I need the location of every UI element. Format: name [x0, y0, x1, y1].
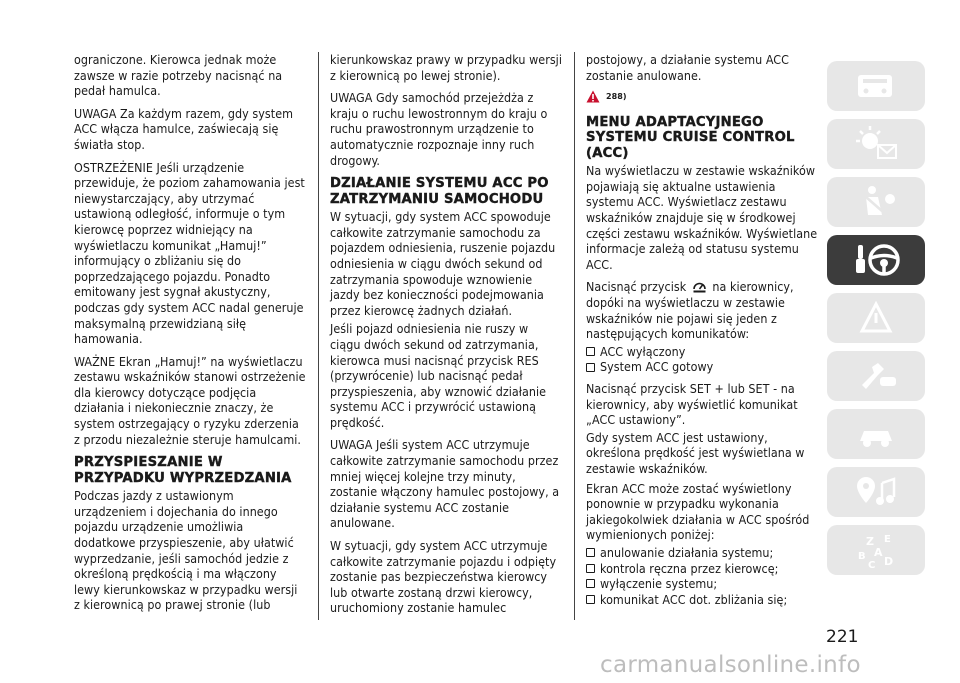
wrench-car-icon [844, 355, 908, 397]
cruise-control-icon [692, 280, 707, 294]
column-2 [330, 52, 562, 623]
paragraph: Jeśli pojazd odniesienia nie ruszy w ciągu dwóch sekund od zatrzymania, kierowca musi nacisnąć przycisk RES (przywrócenie) lub nacisnąć pedał przyspieszenia, aby wznowić działanie systemu ACC i przywrócić ustawioną prędkość. [330, 321, 547, 430]
lights-message-icon [844, 123, 908, 165]
chapter-tab-dashboard[interactable] [827, 61, 925, 111]
chapter-tab-technical-data[interactable] [827, 409, 925, 459]
svg-text:Z: Z [866, 535, 874, 548]
list-item: komunikat ACC dot. zbliżania się; [586, 592, 818, 608]
warning-ref-number: 288) [606, 92, 627, 102]
paragraph [586, 279, 818, 341]
paragraph: Gdy system ACC jest ustawiony, określona prędkość jest wyświetlana w zestawie wskaźników. [586, 429, 805, 476]
column-1 [74, 52, 306, 620]
chapter-tab-safety[interactable] [827, 177, 925, 227]
section-heading: DZIAŁANIE SYSTEMU ACC PO ZATRZYMANIU SAMOCHODU [330, 176, 549, 207]
checkbox-bullet-icon [586, 548, 595, 557]
checkbox-bullet-icon [586, 595, 595, 604]
checkbox-bullet-icon [586, 363, 595, 372]
paragraph: UWAGA Za każdym razem, gdy system ACC włącza hamulce, zaświecają się światła stop. [74, 105, 294, 152]
condition-list [586, 545, 818, 607]
paragraph: W sytuacji, gdy system ACC spowoduje całkowite zatrzymanie samochodu za pojazdem odniesienia, ruszenie pojazdu odniesienia w ciągu dwóch sekund od zatrzymania spowoduje wznowienie jazdy bez konieczności podejmowania przez kierowcę żadnych działań. [330, 209, 556, 318]
seatbelt-airbag-icon [844, 181, 908, 223]
paragraph: ograniczone. Kierowca jednak może zawsze w razie potrzeby nacisnąć na pedał hamulca. [74, 52, 283, 99]
chapter-tab-starting-driving[interactable] [827, 235, 925, 285]
warning-reference [586, 89, 818, 105]
paragraph: Nacisnąć przycisk SET + lub SET - na kierownicy, aby wyświetlić komunikat „ACC ustawiony”. [586, 381, 798, 428]
svg-text:C: C [868, 560, 876, 571]
chapter-tab-lights[interactable] [827, 119, 925, 169]
warning-triangle-icon [586, 90, 600, 103]
chapter-sidebar [827, 61, 927, 583]
message-list [586, 344, 818, 375]
svg-text:A: A [874, 546, 883, 559]
checkbox-bullet-icon [586, 564, 595, 573]
list-item: ACC wyłączony [586, 344, 818, 360]
paragraph: postojowy, a działanie systemu ACC zostanie anulowane. [586, 52, 789, 83]
page-number: 221 [826, 627, 859, 647]
chapter-tab-emergency[interactable] [827, 293, 925, 343]
paragraph-end: na kierownicy, dopóki na wyświetlaczu w zestawie wskaźników nie pojawi się jeden z następujących komunikatów: [586, 279, 794, 342]
paragraph: Ekran ACC może zostać wyświetlony ponownie w przypadku wykonania jakiegokolwiek działania w ACC spośród wymienionych poniżej: [586, 480, 810, 543]
paragraph-start: Nacisnąć przycisk [586, 279, 687, 295]
checkbox-bullet-icon [586, 579, 595, 588]
paragraph: kierunkowskaz prawy w przypadku wersji z kierownicą po lewej stronie). [330, 52, 562, 83]
section-heading: PRZYSPIESZANIE W PRZYPADKU WYPRZEDZANIA [74, 455, 292, 486]
paragraph: Podczas jazdy z ustawionym urządzeniem i dojechania do innego pojazdu urządzenie umożliwia dodatkowe przyspieszenie, aby ułatwić wyprzedzanie, jeśli samochód jedzie z określoną prędkością i ma włączony lewy kierunkowskaz w przypadku wersji z kierownicą po prawej stronie (lub [74, 488, 298, 613]
svg-text:D: D [884, 555, 894, 568]
paragraph: UWAGA Jeśli system ACC utrzymuje całkowite zatrzymanie samochodu przez mniej więcej kolejne trzy minuty, zostanie włączony hamulec postojowy, a działanie systemu ACC zostanie anulowane. [330, 437, 560, 531]
paragraph: WAŻNE Ekran „Hamuj!” na wyświetlaczu zestawu wskaźników stanowi ostrzeżenie dla kierowcy dotyczące podjęcia działania i niekoniecznie znaczy, że system ostrzegający o ryzyku zderzenia z przodu niezależnie steruje hamulcami. [74, 353, 306, 447]
list-item: anulowanie działania systemu; [586, 545, 818, 561]
chapter-tab-multimedia[interactable] [827, 467, 925, 517]
dashboard-car-icon [844, 65, 908, 107]
column-3 [586, 52, 818, 613]
list-item: System ACC gotowy [586, 359, 818, 375]
paragraph: OSTRZEŻENIE Jeśli urządzenie przewiduje, że poziom zahamowania jest niewystarczający, aby utrzymać ustawioną odległość, informuje o tym kierowcę poprzez widniejący na wyświetlaczu komunikat „Hamuj!” informujący o zbliżaniu się do poprzedzającego pojazdu. Ponadto emitowany jest sygnał akustyczny, podczas gdy system ACC nadal generuje maksymalną przewidzianą siłę hamowania. [74, 159, 305, 347]
list-item: wyłączenie systemu; [586, 576, 818, 592]
column-divider [574, 52, 575, 620]
chapter-tab-index[interactable] [827, 525, 925, 575]
chapter-tab-maintenance[interactable] [827, 351, 925, 401]
svg-text:E: E [884, 534, 891, 545]
key-steering-wheel-icon [844, 239, 908, 281]
alphabet-index-icon [844, 529, 908, 571]
watermark: carmanualsonline.info [600, 652, 861, 678]
car-service-icon [844, 413, 908, 455]
paragraph: UWAGA Gdy samochód przejeżdża z kraju o ruchu lewostronnym do kraju o ruchu prawostronnym urządzenie to automatycznie rozpoznaje inny ruch drogowy. [330, 90, 548, 168]
column-divider [318, 52, 319, 620]
section-heading: MENU ADAPTACYJNEGO SYSTEMU CRUISE CONTROL (ACC) [586, 114, 795, 161]
navigation-music-icon [844, 471, 908, 513]
warning-triangle-icon [844, 297, 908, 339]
paragraph: W sytuacji, gdy system ACC utrzymuje całkowite zatrzymanie pojazdu i odpięty zostanie pas bezpieczeństwa kierowcy lub otwarte zostaną drzwi kierowcy, uruchomiony zostanie hamulec [330, 538, 557, 616]
svg-text:B: B [858, 551, 866, 562]
paragraph: Na wyświetlaczu w zestawie wskaźników pojawiają się aktualne ustawienia systemu ACC. Wyświetlacz zestawu wskaźników znajduje się w środkowej części zestawu wskaźników. Wyświetlane informacje zależą od statusu systemu ACC. [586, 163, 818, 272]
checkbox-bullet-icon [586, 347, 595, 356]
list-item: kontrola ręczna przez kierowcę; [586, 561, 818, 577]
